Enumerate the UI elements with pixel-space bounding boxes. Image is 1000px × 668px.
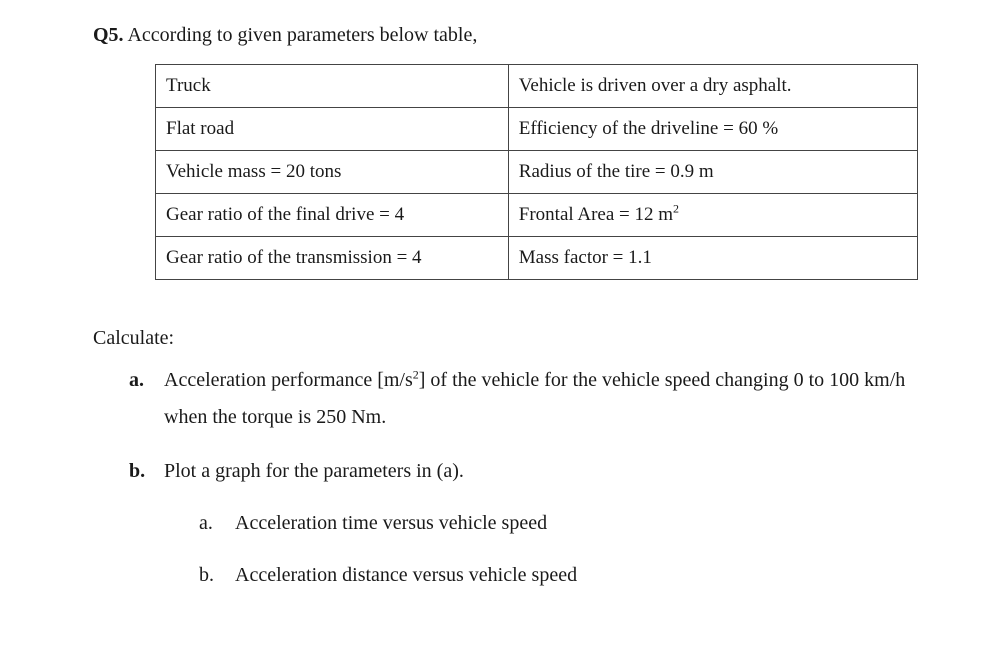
part-a-text-suffix: ] of the vehicle for the vehicle speed changing 0 to 100 km/h: [418, 369, 906, 391]
calculate-label: Calculate:: [93, 327, 175, 349]
subitem-marker: b.: [199, 564, 214, 586]
table-row: [156, 108, 918, 151]
part-b-marker: b.: [129, 460, 146, 482]
frontal-area-text: Frontal Area = 12 m: [518, 204, 674, 225]
part-a-marker: a.: [129, 369, 144, 391]
part-a-line2: when the torque is 250 Nm.: [164, 406, 387, 428]
subitem-text: Acceleration time versus vehicle speed: [235, 512, 548, 534]
question-number: Q5.: [93, 24, 124, 46]
table-row: [156, 65, 918, 108]
parameters-table: [155, 64, 918, 280]
part-a-line1: [164, 368, 905, 392]
table-cell: [508, 194, 917, 237]
table-cell: Flat road: [156, 108, 509, 151]
table-cell: Radius of the tire = 0.9 m: [508, 151, 917, 194]
table-row: [156, 194, 918, 237]
part-b-text: Plot a graph for the parameters in (a).: [164, 460, 464, 482]
table-cell: Vehicle mass = 20 tons: [156, 151, 509, 194]
table-cell: Gear ratio of the final drive = 4: [156, 194, 509, 237]
superscript: 2: [412, 367, 419, 382]
subitem-text: Acceleration distance versus vehicle speed: [235, 564, 578, 586]
table-row: [156, 151, 918, 194]
table-cell: Gear ratio of the transmission = 4: [156, 237, 509, 280]
table-row: [156, 237, 918, 280]
table-cell: Truck: [156, 65, 509, 108]
superscript: 2: [673, 201, 680, 216]
table-cell: Mass factor = 1.1: [508, 237, 917, 280]
question-heading: [93, 22, 477, 48]
table-cell: Efficiency of the driveline = 60 %: [508, 108, 917, 151]
table-cell: Vehicle is driven over a dry asphalt.: [508, 65, 917, 108]
part-a-text: Acceleration performance [m/s: [164, 369, 413, 391]
subitem-marker: a.: [199, 512, 213, 534]
question-text: According to given parameters below table,: [127, 24, 478, 46]
